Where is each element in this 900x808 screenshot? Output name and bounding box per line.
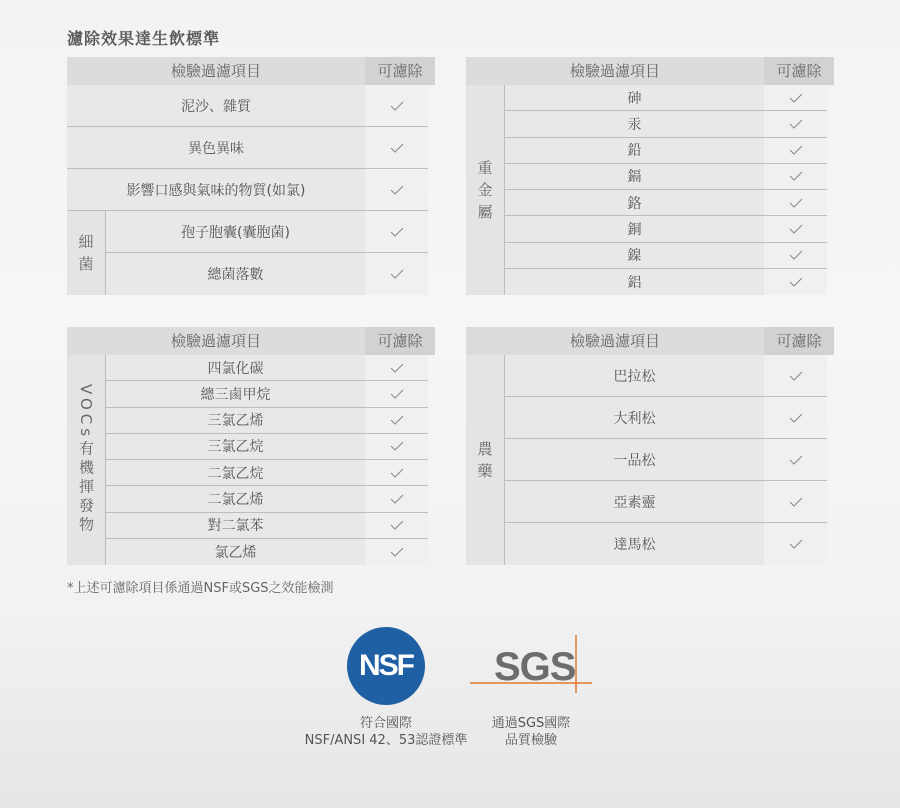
table-row — [106, 211, 435, 253]
header-item: 檢驗過濾項目 — [466, 57, 764, 85]
check-icon — [789, 277, 803, 287]
table-row — [67, 127, 435, 169]
check-icon — [390, 389, 404, 399]
nsf-caption: 符合國際 NSF/ANSI 42、53認證標準 — [304, 716, 468, 748]
group-label-bacteria: 細菌 — [67, 211, 105, 295]
filter-table-heavy-metals — [466, 57, 834, 295]
item-label: 亞素靈 — [613, 494, 656, 511]
check-icon — [789, 497, 803, 507]
check-icon — [390, 363, 404, 373]
header-check: 可濾除 — [365, 327, 435, 355]
table-row — [505, 216, 834, 242]
item-label: 鎘 — [627, 169, 642, 186]
item-label: 四氯化碳 — [207, 360, 264, 377]
filter-table-vocs — [67, 327, 435, 565]
check-icon — [390, 269, 404, 279]
table-row — [67, 169, 435, 211]
header-check: 可濾除 — [365, 57, 435, 85]
item-label: 總三鹵甲烷 — [200, 386, 271, 403]
table-row — [106, 539, 435, 565]
check-icon — [789, 145, 803, 155]
table-row — [505, 138, 834, 164]
check-icon — [390, 415, 404, 425]
item-label: 鉛 — [627, 143, 642, 160]
item-label: 泥沙、雜質 — [181, 98, 251, 115]
filter-table-general — [67, 57, 435, 295]
table-row — [106, 486, 435, 512]
item-label: 銅 — [627, 221, 642, 238]
table-row — [106, 381, 435, 407]
item-label: 影響口感與氣味的物質(如氯) — [126, 182, 306, 199]
group-label-heavy-metals: 重金屬 — [466, 85, 504, 295]
footnote: *上述可濾除項目係通過NSF或SGS之效能檢測 — [67, 581, 334, 596]
header-item: 檢驗過濾項目 — [67, 327, 365, 355]
item-label: 一品松 — [613, 452, 656, 469]
check-icon — [390, 101, 404, 111]
check-icon — [390, 494, 404, 504]
check-icon — [789, 93, 803, 103]
check-icon — [789, 455, 803, 465]
check-icon — [789, 171, 803, 181]
check-icon — [789, 198, 803, 208]
nsf-logo: NSF — [347, 627, 425, 705]
check-icon — [789, 250, 803, 260]
item-label: 鉻 — [627, 195, 642, 212]
sgs-caption: 通過SGS國際 品質檢驗 — [491, 716, 571, 748]
item-label: 汞 — [627, 116, 642, 133]
check-icon — [789, 539, 803, 549]
item-label: 達馬松 — [613, 537, 656, 553]
group-label-pesticides: 農藥 — [466, 355, 504, 565]
check-icon — [390, 441, 404, 451]
table-row — [106, 253, 435, 295]
item-label: 三氯乙烯 — [207, 413, 264, 430]
item-label: 鎳 — [627, 248, 642, 265]
group-label-vocs: VOCs有機揮發物 — [67, 355, 105, 565]
item-label: 二氯乙烯 — [207, 491, 264, 508]
table-row — [505, 243, 834, 269]
table-row — [106, 408, 435, 434]
table-row — [505, 355, 834, 397]
svg-text:SGS: SGS — [494, 645, 576, 689]
check-icon — [390, 468, 404, 478]
header-check: 可濾除 — [764, 327, 834, 355]
item-label: 巴拉松 — [613, 368, 656, 385]
check-icon — [390, 143, 404, 153]
filter-table-pesticides — [466, 327, 834, 565]
item-label: 三氯乙烷 — [207, 439, 264, 456]
check-icon — [390, 520, 404, 530]
table-row — [106, 460, 435, 486]
table-row — [505, 439, 834, 481]
table-row — [67, 85, 435, 127]
header-check: 可濾除 — [764, 57, 834, 85]
table-row — [106, 434, 435, 460]
table-row — [505, 523, 834, 565]
sgs-logo — [470, 633, 592, 693]
item-label: 大利松 — [613, 410, 656, 427]
header-item: 檢驗過濾項目 — [466, 327, 764, 355]
table-row — [505, 481, 834, 523]
check-icon — [390, 185, 404, 195]
item-label: 異色異味 — [188, 140, 244, 157]
page-title: 濾除效果達生飲標準 — [67, 29, 221, 48]
check-icon — [789, 413, 803, 423]
check-icon — [390, 227, 404, 237]
check-icon — [789, 119, 803, 129]
table-row — [505, 397, 834, 439]
table-row — [505, 269, 834, 295]
check-icon — [789, 224, 803, 234]
item-label: 孢子胞囊(囊胞菌) — [181, 224, 290, 241]
table-row — [505, 85, 834, 111]
header-item: 檢驗過濾項目 — [67, 57, 365, 85]
table-row — [505, 190, 834, 216]
item-label: 二氯乙烷 — [207, 465, 264, 482]
check-icon — [390, 547, 404, 557]
table-row — [505, 164, 834, 190]
item-label: 砷 — [627, 90, 642, 107]
item-label: 鋁 — [627, 274, 642, 291]
item-label: 氯乙烯 — [214, 544, 257, 561]
item-label: 對二氯苯 — [207, 518, 264, 535]
table-row — [106, 513, 435, 539]
table-row — [106, 355, 435, 381]
check-icon — [789, 371, 803, 381]
table-row — [505, 111, 834, 137]
item-label: 總菌落數 — [207, 267, 264, 283]
